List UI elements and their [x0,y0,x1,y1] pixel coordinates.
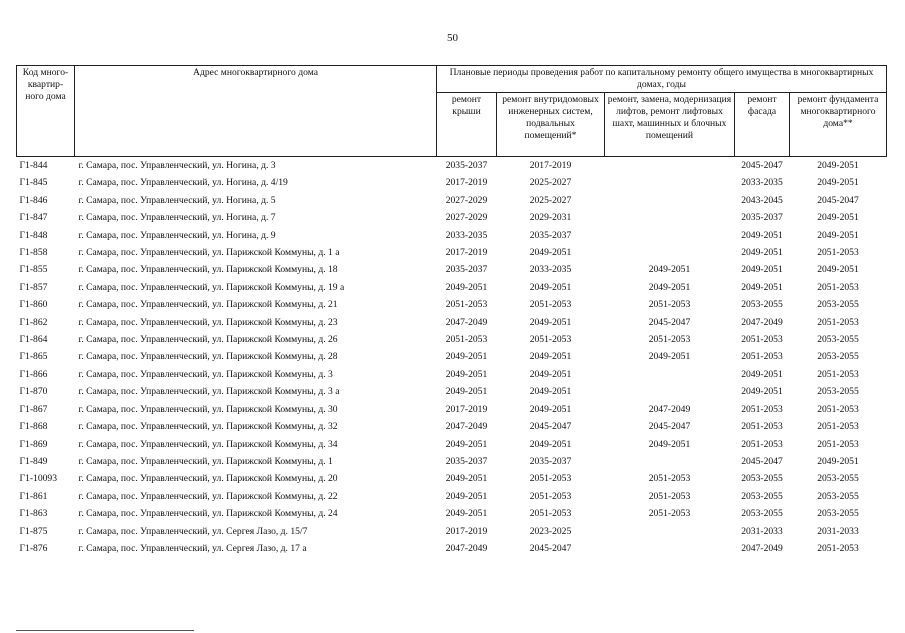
table-row [17,227,887,244]
cell-facade: 2045-2047 [741,160,783,171]
cell-roof: 2017-2019 [445,525,488,537]
header-facade: ремонт фасада [735,93,790,157]
cell-foundation: 2053-2055 [817,351,859,363]
cell-foundation: 2049-2051 [817,264,859,276]
cell-roof: 2027-2029 [445,212,488,224]
cell-foundation: 2051-2053 [817,247,859,259]
table-row [17,261,887,278]
cell-code: Г1-867 [19,403,48,415]
cell-code: Г1-862 [19,316,48,328]
cell-foundation: 2049-2051 [817,455,859,467]
header-lifts: ремонт, замена, модернизация лифтов, ремонт лифтовых шахт, машинных и блочных помещений [605,93,735,157]
cell-code: Г1-845 [19,177,48,189]
cell-address: г. Самара, пос. Управленческий, ул. Парижской Коммуны, д. 3 а [78,386,340,398]
cell-foundation: 2051-2053 [817,403,859,415]
cell-code: Г1-858 [19,247,48,259]
table-row [17,383,887,400]
cell-code: Г1-870 [19,386,48,398]
cell-code: Г1-855 [19,264,48,276]
cell-lifts [605,383,735,400]
cell-address: г. Самара, пос. Управленческий, ул. Парижской Коммуны, д. 21 [78,299,338,311]
cell-roof: 2049-2051 [445,281,488,293]
cell-lifts [605,192,735,209]
cell-foundation: 2051-2053 [817,368,859,380]
cell-roof: 2035-2037 [445,264,488,276]
cell-foundation: 2049-2051 [817,212,859,224]
cell-code: Г1-848 [19,229,48,241]
cell-foundation: 2053-2055 [817,508,859,520]
cell-systems: 2049-2051 [529,438,572,450]
cell-lifts [605,366,735,383]
cell-systems: 2023-2025 [529,525,572,537]
cell-roof: 2017-2019 [445,247,488,259]
cell-systems: 2035-2037 [529,455,572,467]
cell-address: г. Самара, пос. Управленческий, ул. Парижской Коммуны, д. 26 [78,334,338,346]
table-row [17,540,887,557]
table-row [17,279,887,296]
cell-address: г. Самара, пос. Управленческий, ул. Парижской Коммуны, д. 32 [78,421,338,433]
cell-roof: 2047-2049 [445,421,488,433]
cell-facade: 2043-2045 [741,194,783,206]
cell-foundation: 2051-2053 [817,421,859,433]
cell-facade: 2053-2055 [741,299,783,311]
cell-code: Г1-863 [19,508,48,520]
cell-lifts: 2051-2053 [648,508,691,520]
cell-roof: 2049-2051 [445,508,488,520]
header-code: Код много-квартир-ного дома [17,66,75,157]
cell-systems: 2049-2051 [529,316,572,328]
cell-systems: 2051-2053 [529,334,572,346]
page-number: 50 [447,32,458,44]
cell-systems: 2045-2047 [529,542,572,554]
cell-foundation: 2053-2055 [817,490,859,502]
cell-facade: 2047-2049 [741,542,783,554]
cell-foundation: 2053-2055 [817,473,859,485]
cell-facade: 2049-2051 [741,386,783,398]
table-row [17,418,887,435]
cell-address: г. Самара, пос. Управленческий, ул. Парижской Коммуны, д. 23 [78,316,338,328]
table-row [17,488,887,505]
cell-facade: 2047-2049 [741,316,783,328]
cell-address: г. Самара, пос. Управленческий, ул. Парижской Коммуны, д. 19 а [78,281,345,293]
cell-code: Г1-846 [19,194,48,206]
cell-lifts: 2051-2053 [648,334,691,346]
cell-facade: 2049-2051 [741,264,783,276]
cell-lifts: 2045-2047 [648,421,691,433]
cell-lifts [605,540,735,557]
cell-foundation: 2053-2055 [817,334,859,346]
cell-address: г. Самара, пос. Управленческий, ул. Парижской Коммуны, д. 1 а [78,247,340,259]
table-row [17,523,887,540]
cell-code: Г1-875 [19,525,48,537]
cell-facade: 2035-2037 [741,212,783,224]
cell-foundation: 2045-2047 [817,194,859,206]
cell-systems: 2033-2035 [529,264,572,276]
cell-systems: 2051-2053 [529,473,572,485]
cell-lifts: 2047-2049 [648,403,691,415]
cell-systems: 2049-2051 [529,386,572,398]
cell-roof: 2049-2051 [445,368,488,380]
cell-roof: 2017-2019 [445,177,488,189]
cell-address: г. Самара, пос. Управленческий, ул. Ногина, д. 9 [78,229,276,241]
cell-code: Г1-866 [19,368,48,380]
cell-foundation: 2049-2051 [817,160,859,171]
cell-systems: 2051-2053 [529,508,572,520]
cell-address: г. Самара, пос. Управленческий, ул. Парижской Коммуны, д. 20 [78,473,338,485]
cell-code: Г1-868 [19,421,48,433]
cell-lifts: 2049-2051 [648,351,691,363]
cell-facade: 2053-2055 [741,508,783,520]
table-row [17,157,887,175]
cell-roof: 2035-2037 [445,455,488,467]
cell-facade: 2051-2053 [741,403,783,415]
cell-code: Г1-861 [19,490,48,502]
cell-address: г. Самара, пос. Управленческий, ул. Парижской Коммуны, д. 3 [78,368,333,380]
cell-address: г. Самара, пос. Управленческий, ул. Парижской Коммуны, д. 22 [78,490,338,502]
cell-roof: 2017-2019 [445,403,488,415]
cell-code: Г1-865 [19,351,48,363]
cell-foundation: 2031-2033 [817,525,859,537]
cell-systems: 2035-2037 [529,229,572,241]
cell-roof: 2051-2053 [445,299,488,311]
cell-facade: 2051-2053 [741,438,783,450]
cell-address: г. Самара, пос. Управленческий, ул. Парижской Коммуны, д. 1 [78,455,333,467]
cell-systems: 2025-2027 [529,177,572,189]
table-row [17,209,887,226]
table-row [17,331,887,348]
cell-code: Г1-876 [19,542,48,554]
cell-address: г. Самара, пос. Управленческий, ул. Ногина, д. 4/19 [78,177,288,189]
cell-lifts: 2051-2053 [648,490,691,502]
footnote-divider [16,630,194,631]
cell-systems: 2049-2051 [529,368,572,380]
header-periods: Плановые периоды проведения работ по капитальному ремонту общего имущества в многоквартирных домах, годы [437,66,887,93]
cell-systems: 2045-2047 [529,421,572,433]
cell-lifts [605,244,735,261]
cell-foundation: 2051-2053 [817,316,859,328]
cell-address: г. Самара, пос. Управленческий, ул. Парижской Коммуны, д. 18 [78,264,338,276]
cell-systems: 2049-2051 [529,247,572,259]
cell-roof: 2049-2051 [445,473,488,485]
cell-facade: 2045-2047 [741,455,783,467]
cell-lifts: 2049-2051 [648,281,691,293]
cell-address: г. Самара, пос. Управленческий, ул. Парижской Коммуны, д. 24 [78,508,338,520]
cell-code: Г1-860 [19,299,48,311]
cell-code: Г1-857 [19,281,48,293]
table-row [17,296,887,313]
cell-lifts [605,157,735,175]
cell-foundation: 2049-2051 [817,177,859,189]
cell-code: Г1-849 [19,455,48,467]
cell-facade: 2031-2033 [741,525,783,537]
cell-roof: 2027-2029 [445,194,488,206]
cell-systems: 2051-2053 [529,299,572,311]
cell-lifts: 2045-2047 [648,316,691,328]
cell-foundation: 2051-2053 [817,281,859,293]
header-foundation: ремонт фундамента многоквартирного дома** [790,93,887,157]
cell-lifts: 2049-2051 [648,264,691,276]
table-row [17,436,887,453]
table-row [17,174,887,191]
cell-foundation: 2053-2055 [817,386,859,398]
cell-lifts [605,523,735,540]
cell-address: г. Самара, пос. Управленческий, ул. Ногина, д. 5 [78,194,276,206]
cell-facade: 2053-2055 [741,490,783,502]
cell-systems: 2017-2019 [529,160,572,171]
cell-lifts [605,227,735,244]
table-row [17,453,887,470]
cell-systems: 2051-2053 [529,490,572,502]
cell-code: Г1-10093 [19,473,58,485]
cell-facade: 2033-2035 [741,177,783,189]
cell-roof: 2049-2051 [445,351,488,363]
capital-repair-schedule-table [16,65,887,557]
cell-foundation: 2049-2051 [817,229,859,241]
table-row [17,401,887,418]
cell-roof: 2035-2037 [445,160,488,171]
cell-foundation: 2051-2053 [817,542,859,554]
cell-address: г. Самара, пос. Управленческий, ул. Парижской Коммуны, д. 34 [78,438,338,450]
cell-code: Г1-844 [19,160,48,171]
cell-systems: 2049-2051 [529,281,572,293]
cell-roof: 2033-2035 [445,229,488,241]
cell-lifts: 2051-2053 [648,299,691,311]
cell-lifts [605,209,735,226]
cell-facade: 2051-2053 [741,421,783,433]
table-row [17,244,887,261]
header-address: Адрес многоквартирного дома [75,66,437,157]
cell-roof: 2049-2051 [445,490,488,502]
header-roof: ремонт крыши [437,93,497,157]
table-row [17,505,887,522]
cell-facade: 2053-2055 [741,473,783,485]
cell-roof: 2047-2049 [445,316,488,328]
table-row [17,348,887,365]
cell-roof: 2047-2049 [445,542,488,554]
cell-foundation: 2053-2055 [817,299,859,311]
header-systems: ремонт внутридомовых инженерных систем, подвальных помещений* [497,93,605,157]
cell-lifts: 2051-2053 [648,473,691,485]
cell-address: г. Самара, пос. Управленческий, ул. Сергея Лазо, д. 15/7 [78,525,308,537]
cell-systems: 2025-2027 [529,194,572,206]
cell-systems: 2049-2051 [529,403,572,415]
cell-address: г. Самара, пос. Управленческий, ул. Ногина, д. 7 [78,212,276,224]
cell-code: Г1-847 [19,212,48,224]
cell-lifts [605,174,735,191]
table-row [17,192,887,209]
cell-code: Г1-869 [19,438,48,450]
table-row [17,366,887,383]
cell-address: г. Самара, пос. Управленческий, ул. Парижской Коммуны, д. 28 [78,351,338,363]
cell-roof: 2049-2051 [445,438,488,450]
cell-foundation: 2051-2053 [817,438,859,450]
cell-facade: 2049-2051 [741,368,783,380]
cell-facade: 2049-2051 [741,247,783,259]
cell-address: г. Самара, пос. Управленческий, ул. Ногина, д. 3 [78,160,276,171]
cell-systems: 2029-2031 [529,212,572,224]
table-row [17,470,887,487]
cell-roof: 2051-2053 [445,334,488,346]
cell-facade: 2051-2053 [741,351,783,363]
cell-address: г. Самара, пос. Управленческий, ул. Парижской Коммуны, д. 30 [78,403,338,415]
cell-lifts: 2049-2051 [648,438,691,450]
cell-code: Г1-864 [19,334,48,346]
cell-systems: 2049-2051 [529,351,572,363]
cell-facade: 2049-2051 [741,229,783,241]
cell-lifts [605,453,735,470]
cell-facade: 2051-2053 [741,334,783,346]
cell-address: г. Самара, пос. Управленческий, ул. Сергея Лазо, д. 17 а [78,542,307,554]
cell-roof: 2049-2051 [445,386,488,398]
cell-facade: 2049-2051 [741,281,783,293]
table-row [17,314,887,331]
